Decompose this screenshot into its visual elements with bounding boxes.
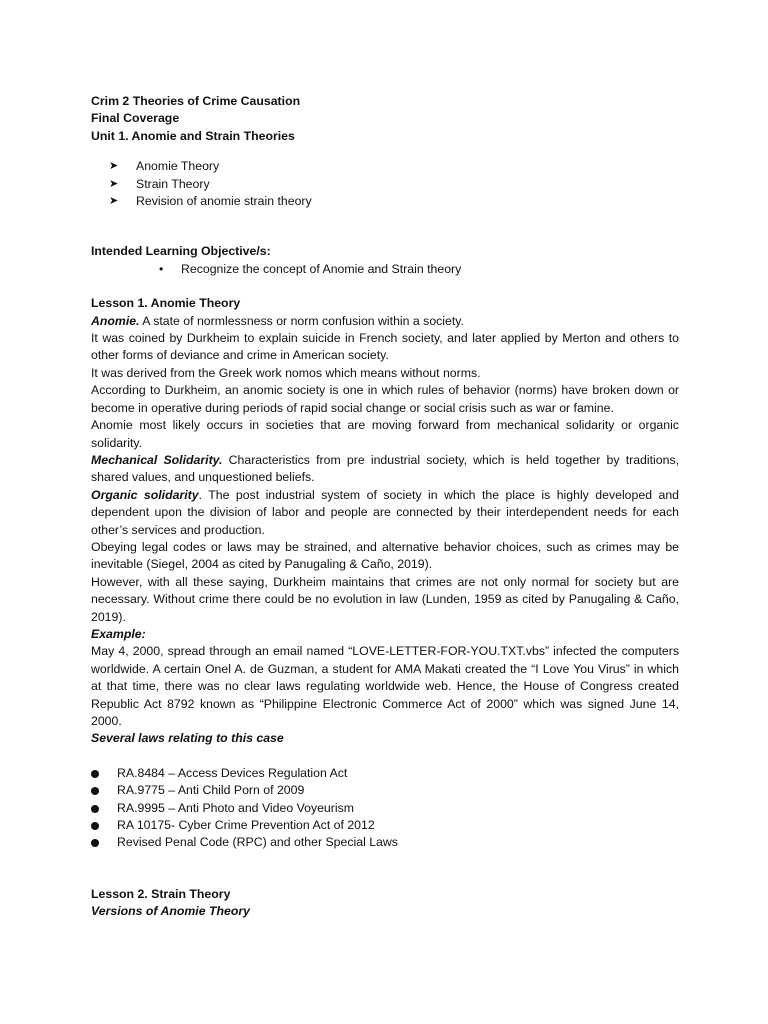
arrow-bullet-icon: ➤ [109, 195, 119, 208]
objective-item: • Recognize the concept of Anomie and Strain theory [91, 261, 679, 278]
anomie-definition: Anomie. A state of normlessness or norm confusion within a society. [91, 313, 464, 328]
unit-topics-list [91, 158, 679, 210]
list-item: RA 10175- Cyber Crime Prevention Act of 2012 [91, 817, 679, 834]
bullet-icon [91, 770, 99, 778]
list-item: RA.9995 – Anti Photo and Video Voyeurism [91, 800, 679, 817]
list-item: RA.8484 – Access Devices Regulation Act [91, 765, 679, 782]
paragraph-according: According to Durkheim, an anomic society is one in which rules of behavior (norms) have broken down or become in operative during periods of rapid social change or social crisis such as war or famine. [91, 383, 679, 415]
lesson2-heading: Lesson 2. Strain Theory [91, 886, 231, 901]
mechanical-solidarity-definition: Mechanical Solidarity. Characteristics from pre industrial society, which is held together by traditions, shared values, and unquestioned beliefs. [91, 452, 680, 485]
list-item: ➤ Strain Theory [91, 176, 679, 193]
arrow-bullet-icon: ➤ [109, 177, 119, 190]
organic-solidarity-definition: Organic solidarity. The post industrial system of society in which the place is highly developed and dependent upon the division of labor and people are connected by their interdependent needs for each other’s services and production. [91, 487, 679, 537]
paragraph-occurs: Anomie most likely occurs in societies that are moving forward from mechanical solidarity or organic solidarity. [91, 418, 679, 450]
bullet-icon [91, 839, 99, 847]
bullet-icon [91, 822, 99, 830]
paragraph-example: May 4, 2000, spread through an email named “LOVE-LETTER-FOR-YOU.TXT.vbs” infected the computers worldwide. A certain Onel A. de Guzman, a student for AMA Makati created the “I Love You Virus” in which at that time, there was no clear laws regulating worldwide web. Hence, the House of Congress created Republic Act 8792 known as “Philippine Electronic Commerce Act of 2000” which was signed June 14, 2000. [91, 644, 679, 728]
laws-list [91, 765, 679, 852]
paragraph-obeying: Obeying legal codes or laws may be strained, and alternative behavior choices, such as crimes may be inevitable (Siegel, 2004 as cited by Panugaling & Caño, 2019). [91, 539, 679, 572]
bullet-icon: • [159, 261, 164, 276]
lesson1-heading: Lesson 1. Anomie Theory [91, 296, 241, 311]
example-label: Example: [91, 626, 146, 641]
unit-title: Unit 1. Anomie and Strain Theories [91, 128, 295, 143]
bullet-icon [91, 787, 99, 795]
document-body [91, 93, 679, 921]
list-item: Revised Penal Code (RPC) and other Special Laws [91, 834, 679, 851]
arrow-bullet-icon: ➤ [109, 160, 119, 173]
paragraph-derived: It was derived from the Greek work nomos which means without norms. [91, 365, 481, 380]
paragraph-however: However, with all these saying, Durkheim maintains that crimes are not only normal for society but are necessary. Without crime there could be no evolution in law (Lunden, 1959 as cited by Panugaling & Caño, 2019). [91, 574, 679, 624]
coverage-title: Final Coverage [91, 111, 180, 126]
list-item: ➤ Anomie Theory [91, 158, 679, 175]
paragraph-coined: It was coined by Durkheim to explain suicide in French society, and later applied by Merton and others to other forms of deviance and crime in American society. [91, 331, 679, 363]
list-item: ➤ Revision of anomie strain theory [91, 193, 679, 210]
lesson2-subheading: Versions of Anomie Theory [91, 904, 250, 919]
list-item: RA.9775 – Anti Child Porn of 2009 [91, 782, 679, 799]
bullet-icon [91, 805, 99, 813]
course-title: Crim 2 Theories of Crime Causation [91, 94, 301, 108]
objectives-heading: Intended Learning Objective/s: [91, 244, 271, 259]
laws-heading: Several laws relating to this case [91, 731, 284, 746]
